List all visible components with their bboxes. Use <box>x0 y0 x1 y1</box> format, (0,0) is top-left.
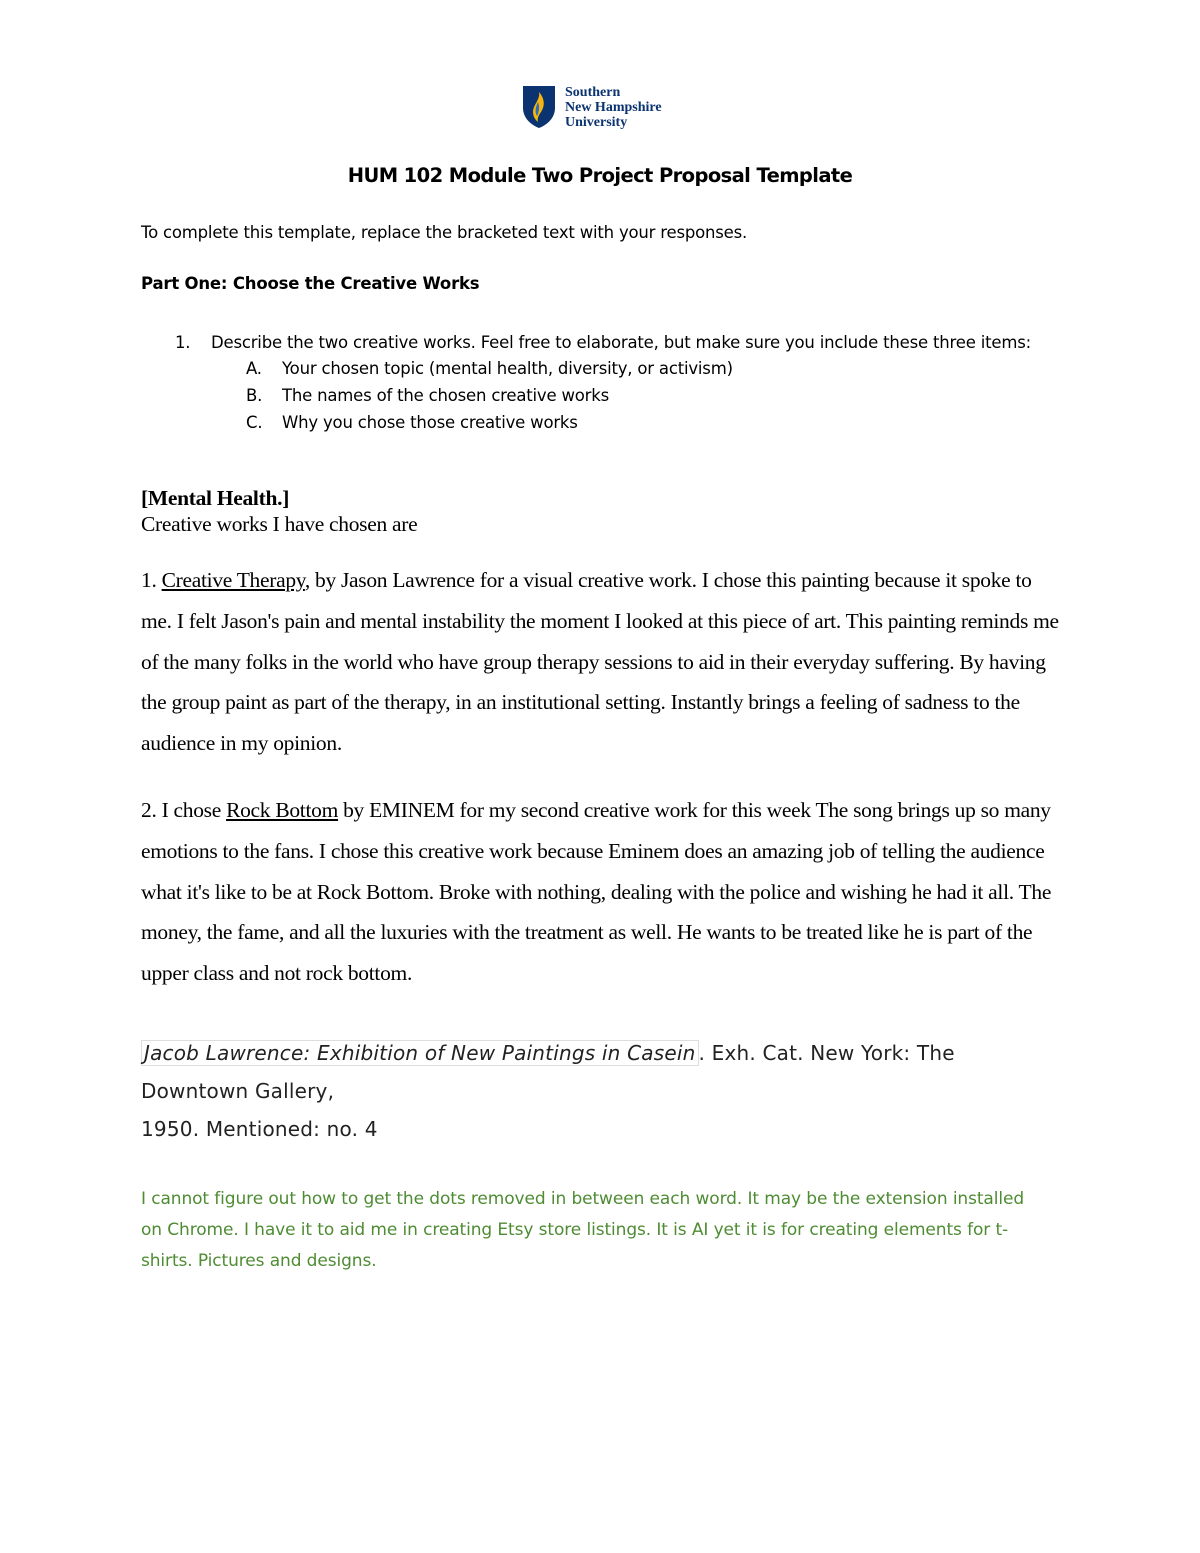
question-sublist <box>246 356 1055 437</box>
list-item-text: The names of the chosen creative works <box>282 386 610 405</box>
snhu-shield-icon <box>521 84 557 130</box>
topic-intro: Creative works I have chosen are <box>141 512 418 536</box>
citation-line-1 <box>141 1034 1061 1110</box>
list-item-text: Why you chose those creative works <box>282 413 578 432</box>
list-item-letter: A. <box>246 359 262 378</box>
university-logo <box>521 84 662 130</box>
response-paragraph-2 <box>141 790 1061 994</box>
work1-title: Creative Therapy <box>161 568 305 592</box>
question-text: Describe the two creative works. Feel free to elaborate, but make sure you include these three items: <box>211 333 1031 352</box>
list-item-letter: C. <box>246 413 263 432</box>
citation-line-2: 1950. Mentioned: no. 4 <box>141 1117 378 1141</box>
instructions-text: To complete this template, replace the bracketed text with your responses. <box>141 223 748 242</box>
list-item <box>246 410 1055 437</box>
logo-wordmark <box>565 85 662 130</box>
citation-rest: . Exh. Cat. New York: The Downtown Gallery, <box>141 1041 955 1103</box>
list-item <box>246 383 1055 410</box>
part-one-heading: Part One: Choose the Creative Works <box>141 274 480 293</box>
work1-prefix: 1. <box>141 568 162 592</box>
response-paragraph-1 <box>141 560 1061 764</box>
work2-prefix: 2. I chose <box>141 798 227 822</box>
logo-line-3: University <box>565 114 628 130</box>
student-note: I cannot figure out how to get the dots removed in between each word. It may be the extension installed on Chrome. I have it to aid me in creating Etsy store listings. It is AI yet it is for creating elements for t-shirts. Pictures and designs. <box>141 1189 1025 1271</box>
topic-heading: [Mental Health.] <box>141 486 290 510</box>
work2-title: Rock Bottom <box>226 798 339 822</box>
work2-body: by EMINEM for my second creative work for this week The song brings up so many emotions to the fans. I chose this creative work because Eminem does an amazing job of telling the audience what it's like to be at Rock Bottom. Broke with nothing, dealing with the police and wishing he had it all. The money, the fame, and all the luxuries with the treatment as well. He wants to be treated like he is part of the upper class and not rock bottom. <box>141 798 1052 986</box>
citation-title: Jacob Lawrence: Exhibition of New Paintings in Casein <box>141 1040 699 1066</box>
logo-line-2: New Hampshire <box>565 99 662 115</box>
document-title: HUM 102 Module Two Project Proposal Template <box>347 164 853 187</box>
list-item-text: Your chosen topic (mental health, diversity, or activism) <box>282 359 733 378</box>
question-list <box>175 330 1055 437</box>
question-number: 1. <box>175 333 191 352</box>
list-item <box>246 356 1055 383</box>
list-item-letter: B. <box>246 386 263 405</box>
work1-body: , by Jason Lawrence for a visual creative work. I chose this painting because it spoke to me. I felt Jason's pain and mental instability the moment I looked at this piece of art. This painting reminds me of the many folks in the world who have group therapy sessions to aid in their everyday suffering. By having the group paint as part of the therapy, in an institutional setting. Instantly brings a feeling of sadness to the audience in my opinion. <box>141 568 1059 756</box>
citation <box>141 1034 1061 1148</box>
logo-line-1: Southern <box>565 84 621 100</box>
